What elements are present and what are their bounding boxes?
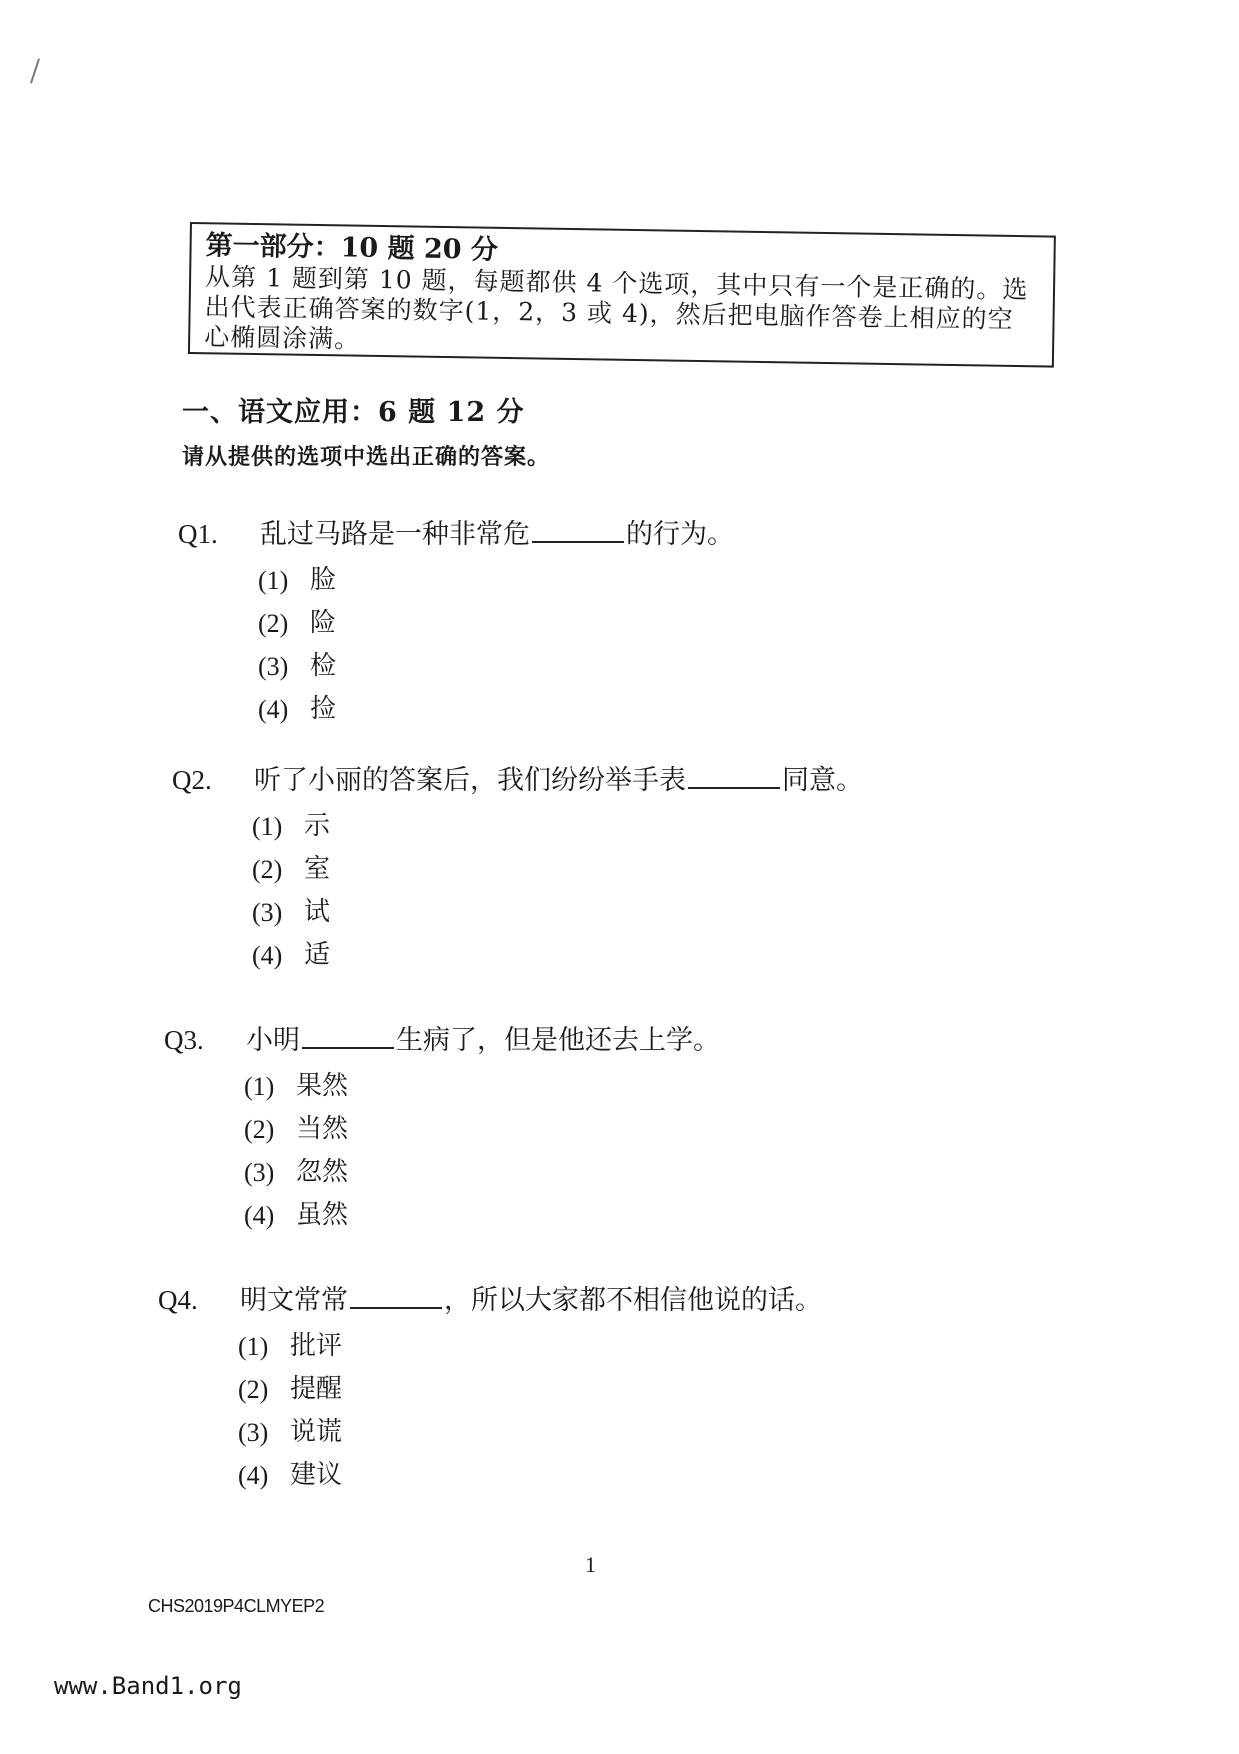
question-number: Q4. [158,1285,198,1315]
option-item [258,559,734,602]
option-number: (4) [258,695,289,724]
option-list [244,1065,720,1237]
page-number: 1 [585,1552,596,1577]
option-text: 室 [304,854,331,884]
option-number: (3) [238,1418,269,1447]
option-number: (4) [238,1461,269,1490]
question-number: Q3. [164,1025,204,1055]
question-text-after: 同意。 [782,765,863,796]
answer-blank [532,517,624,543]
option-number: (2) [252,855,283,884]
option-text: 适 [304,940,331,970]
option-item [258,688,734,731]
option-text: 示 [304,811,331,841]
option-text: 脸 [310,565,337,595]
option-item [238,1368,822,1411]
option-text: 提醒 [290,1374,343,1404]
option-number: (1) [258,566,289,595]
section-description: 请从提供的选项中选出正确的答案。 [182,444,551,470]
option-item [244,1151,720,1194]
answer-blank [302,1023,394,1049]
option-text: 建议 [290,1460,343,1490]
option-text: 说谎 [290,1417,343,1447]
option-text: 虽然 [296,1200,349,1230]
option-text: 批评 [290,1331,343,1361]
option-item [252,891,863,934]
option-text: 当然 [296,1114,349,1144]
question-text-after: 的行为。 [626,519,734,550]
question-text-before: 听了小丽的答案后，我们纷纷举手表 [254,765,686,796]
option-item [252,934,863,977]
question-text-before: 明文常常 [240,1285,348,1316]
document-code: CHS2019P4CLMYEP2 [148,1596,325,1616]
question-number: Q2. [172,765,212,795]
question-text-after: 生病了，但是他还去上学。 [396,1025,720,1056]
option-number: (4) [244,1201,275,1230]
option-item [238,1454,822,1497]
option-number: (3) [252,898,283,927]
question-2 [172,762,863,977]
option-item [244,1194,720,1237]
option-list [238,1325,822,1497]
instruction-text: 从第 1 题到第 10 题，每题都供 4 个选项，其中只有一个是正确的。选出代表正确答案的数字(1，2，3 或 4)，然后把电脑作答卷上相应的空心椭圆涂满。 [203,262,1029,354]
option-item [258,645,734,688]
option-number: (1) [252,812,283,841]
option-number: (2) [238,1375,269,1404]
option-item [238,1325,822,1368]
watermark-url: www.Band1.org [54,1672,242,1700]
option-number: (3) [244,1158,275,1187]
question-1 [178,516,734,731]
option-number: (2) [244,1115,275,1144]
stray-pen-mark [30,58,40,83]
option-item [252,805,863,848]
option-item [252,848,863,891]
option-text: 果然 [296,1071,349,1101]
option-text: 试 [304,897,331,927]
option-text: 险 [310,608,337,638]
option-list [252,805,863,977]
option-number: (3) [258,652,289,681]
option-item [258,602,734,645]
question-3 [164,1022,720,1237]
question-text-before: 乱过马路是一种非常危 [260,519,530,550]
question-text-before: 小明 [246,1025,300,1056]
option-text: 捡 [310,694,337,724]
option-number: (2) [258,609,289,638]
question-number: Q1. [178,519,218,549]
answer-blank [350,1283,442,1309]
option-text: 忽然 [296,1157,349,1187]
question-4 [158,1282,822,1497]
answer-blank [688,763,780,789]
section-heading: 一、语文应用：6 题 12 分 [182,397,525,428]
option-number: (1) [244,1072,275,1101]
option-item [238,1411,822,1454]
option-list [258,559,734,731]
instruction-title: 第一部分：10 题 20 分 [205,230,499,266]
option-item [244,1065,720,1108]
question-text-after: ，所以大家都不相信他说的话。 [444,1285,822,1316]
option-number: (1) [238,1332,269,1361]
option-number: (4) [252,941,283,970]
option-text: 检 [310,651,337,681]
option-item [244,1108,720,1151]
instruction-box [188,222,1056,368]
